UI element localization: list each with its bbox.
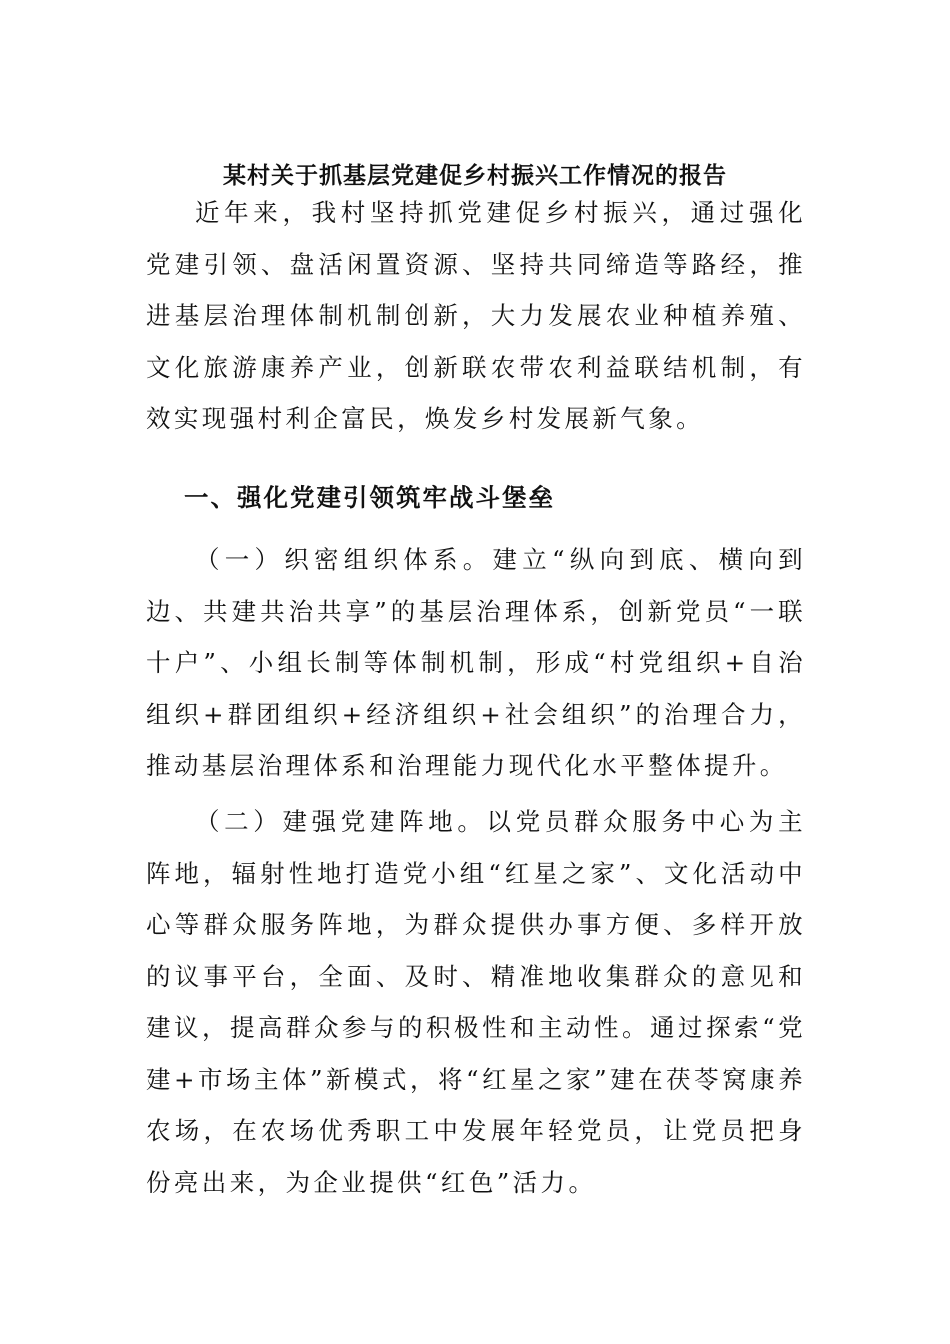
paragraph-party-positions: （二）建强党建阵地。以党员群众服务中心为主阵地，辐射性地打造党小组“红星之家”、文化活动中心等群众服务阵地，为群众提供办事方便、多样开放的议事平台，全面、及时、精准地收集群众的意见和建议，提高群众参与的积极性和主动性。通过探索“党建+市场主体”新模式，将“红星之家”建在茯苓窝康养农场，在农场优秀职工中发展年轻党员，让党员把身份亮出来，为企业提供“红色”活力。 xyxy=(146,807,806,1197)
paragraph-organization-system: （一）织密组织体系。建立“纵向到底、横向到边、共建共治共享”的基层治理体系，创新党员“一联十户”、小组长制等体制机制，形成“村党组织+自治组织+群团组织+经济组织+社会组织”的治理合力，推动基层治理体系和治理能力现代化水平整体提升。 xyxy=(146,545,806,780)
document-title: 某村关于抓基层党建促乡村振兴工作情况的报告 xyxy=(223,163,727,189)
intro-paragraph: 近年来，我村坚持抓党建促乡村振兴，通过强化党建引领、盘活闲置资源、坚持共同缔造等路经，推进基层治理体制机制创新，大力发展农业种植养殖、文化旅游康养产业，创新联农带农利益联结机制，有效实现强村利企富民，焕发乡村发展新气象。 xyxy=(146,198,806,433)
section-heading: 一、强化党建引领筑牢战斗堡垒 xyxy=(184,483,555,512)
